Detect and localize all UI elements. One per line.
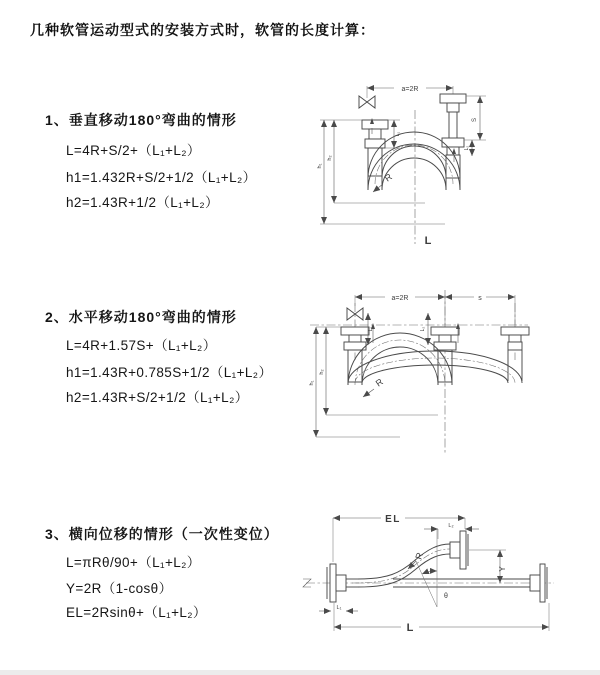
section-2-formula-h2: h2=1.43R+S/2+1/2（L₁+L₂）	[66, 390, 249, 405]
section-2-formula-h1: h1=1.43R+0.785S+1/2（L₁+L₂）	[66, 365, 273, 380]
diagram-vertical-movement	[310, 66, 600, 251]
middle-pipe-fitting	[431, 323, 460, 382]
dim-L	[334, 603, 549, 634]
dim-label-R: R	[413, 551, 425, 561]
label-radius-R	[363, 376, 385, 397]
dim-label-L1: L₁	[395, 131, 401, 137]
dim-offset-s	[445, 293, 515, 302]
displaced-flange	[450, 531, 468, 569]
section-2-formula-L: L=4R+1.57S+（L₁+L₂）	[66, 338, 217, 353]
dim-label-s: s	[478, 295, 482, 302]
dim-label-L: L	[406, 622, 414, 634]
section-3-formula-L: L=πRθ/90+（L₁+L₂）	[66, 555, 201, 570]
section-3-formula-Y: Y=2R（1-cosθ）	[66, 581, 173, 596]
diagram-horizontal-movement	[308, 285, 600, 465]
movement-arrow-icon	[456, 323, 460, 329]
section-2-heading: 2、水平移动180°弯曲的情形	[45, 309, 237, 325]
dim-label-L2: L₂	[448, 523, 454, 529]
dim-Y	[469, 550, 507, 583]
hose-u-bend-position2	[348, 351, 522, 383]
dim-label-L1: L₁	[368, 326, 374, 332]
section-1-formula-L: L=4R+S/2+（L₁+L₂）	[66, 143, 201, 158]
dim-label-R: R	[373, 376, 385, 389]
angle-theta	[415, 529, 448, 607]
dim-height-h2	[319, 327, 438, 415]
dim-label-L2: L₂	[420, 326, 426, 332]
section-3-heading: 3、横向位移的情形（一次性变位）	[45, 526, 279, 542]
hose-s-curve	[352, 544, 450, 587]
section-1-formula-h2: h2=1.43R+1/2（L₁+L₂）	[66, 195, 219, 210]
section-1-formula-h1: h1=1.432R+S/2+1/2（L₁+L₂）	[66, 170, 257, 185]
page-title: 几种软管运动型式的安装方式时，软管的长度计算：	[30, 22, 375, 38]
dim-label-L1: L₁	[336, 605, 342, 611]
dim-stroke-S	[464, 96, 486, 140]
dim-width-a2r	[355, 293, 515, 325]
dim-label-h2: h₂	[319, 369, 325, 375]
dim-label-a2r: a=2R	[401, 86, 419, 93]
braided-hose-section	[368, 148, 382, 176]
right-pipe-fitting-upper	[440, 94, 466, 138]
dim-label-R: R	[382, 171, 394, 184]
dim-label-S: S	[472, 117, 478, 123]
dim-fitting-L1	[319, 605, 358, 611]
dim-label-EL: EL	[385, 514, 401, 525]
dim-label-a2r: a=2R	[391, 295, 409, 302]
section-1-heading: 1、垂直移动180°弯曲的情形	[45, 112, 237, 128]
dim-label-L: L	[424, 235, 432, 247]
scan-edge	[0, 670, 600, 675]
label-radius-R	[408, 551, 425, 569]
dim-label-theta: θ	[444, 593, 448, 600]
diagram-lateral-displacement	[298, 503, 600, 643]
hose-u-bend-position1	[348, 333, 452, 385]
dim-fitting-L2	[464, 140, 472, 156]
dim-label-Y: Y	[498, 566, 507, 572]
dim-label-L2: L₂	[464, 145, 470, 151]
dim-fitting-L2	[424, 523, 479, 539]
dim-label-h2: h₂	[327, 155, 333, 161]
dim-label-h1: h₁	[309, 380, 315, 386]
dim-label-h1: h₁	[317, 163, 323, 169]
section-3-formula-EL: EL=2Rsinθ+（L₁+L₂）	[66, 605, 207, 620]
